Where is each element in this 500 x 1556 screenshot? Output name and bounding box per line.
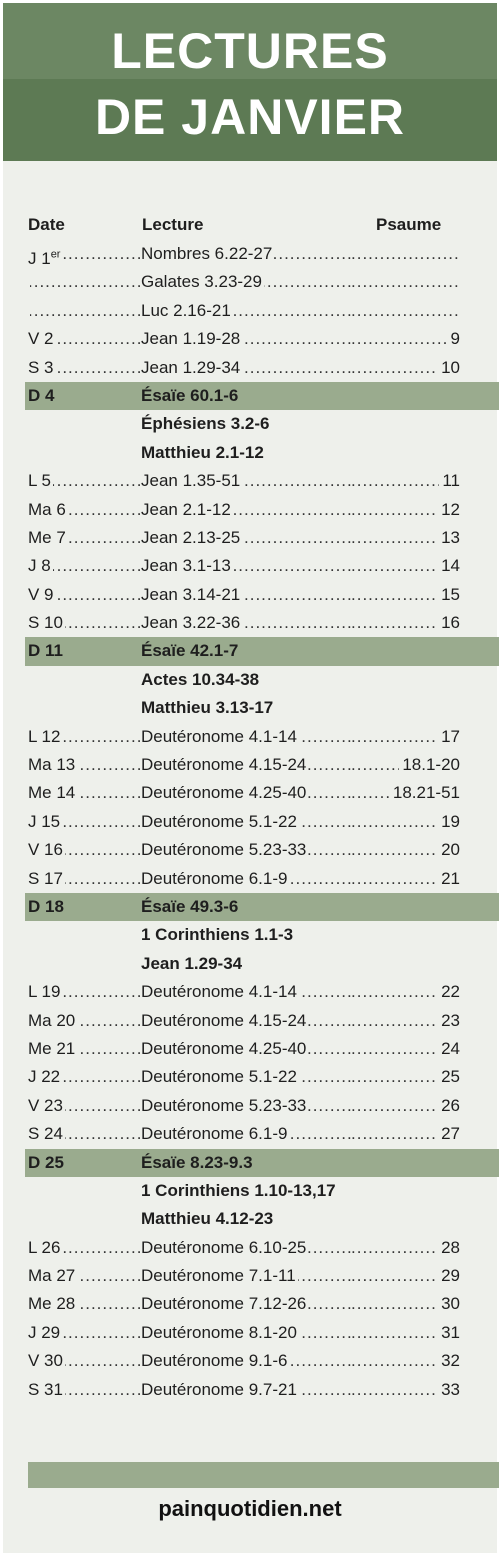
row-date [28,950,143,978]
row-psalm [351,609,460,637]
row-date [28,1347,143,1375]
row-psalm-text: 18.1-20 [399,751,460,779]
psalm-leader [351,808,460,836]
row-psalm [351,1319,460,1347]
reading-row [25,836,499,864]
row-date-text: Ma 27 [28,1266,76,1286]
row-reading [141,666,351,694]
row-reading [141,893,351,921]
reading-row [25,1007,499,1035]
row-date-text: V 2 [28,329,54,349]
row-reading-text: Deutéronome 5.23-33 [141,1095,307,1115]
row-date-text: S 24 [28,1124,63,1144]
row-date-text: S 10 [28,613,63,633]
row-date [28,410,143,438]
row-date [28,978,143,1006]
row-reading-text: Jean 3.14-21 [141,584,241,604]
row-date [28,1205,143,1233]
row-date [28,325,143,353]
row-reading-text: Jean 1.35-51 [141,471,241,491]
sunday-row [25,1149,499,1177]
row-psalm-text: 32 [438,1347,460,1375]
psalm-leader [351,297,460,325]
row-date-text [28,301,30,320]
reading-row [25,1262,499,1290]
row-psalm [351,1120,460,1148]
row-reading [141,1347,351,1375]
row-date-text: D 25 [28,1152,64,1172]
row-psalm [351,978,460,1006]
row-reading [141,1234,351,1262]
row-psalm-text: 10 [438,354,460,382]
row-reading [141,609,351,637]
reading-row [25,921,499,949]
psalm-leader [351,1063,460,1091]
row-date-text [28,1209,30,1228]
row-date [28,439,143,467]
row-reading-text: Galates 3.23-29 [141,272,262,292]
row-date [28,1234,143,1262]
sunday-row [25,637,499,665]
row-date [28,1262,143,1290]
row-psalm [351,1035,460,1063]
row-date [28,354,143,382]
row-date [28,297,143,325]
row-reading [141,1035,351,1063]
row-reading [141,1092,351,1120]
row-date-text: V 16 [28,840,63,860]
psalm-leader [351,354,460,382]
row-psalm [351,581,460,609]
reading-row [25,609,499,637]
reading-row [25,666,499,694]
row-date [28,1290,143,1318]
title-line-2: DE JANVIER [94,89,406,145]
row-reading [141,1290,351,1318]
row-reading [141,723,351,751]
row-date-text: Ma 20 [28,1010,76,1030]
row-psalm-text: 27 [438,1120,460,1148]
row-reading [141,1063,351,1091]
row-date [28,552,143,580]
row-reading-text: Jean 3.22-36 [141,613,241,633]
row-date [28,1149,143,1177]
row-psalm-text: 17 [438,723,460,751]
row-psalm-text: 29 [438,1262,460,1290]
row-date-text [28,954,30,973]
row-reading [141,439,351,467]
row-reading-text: Deutéronome 7.12-26 [141,1294,307,1314]
row-date-text: L 19 [28,982,61,1002]
row-date [28,808,143,836]
row-psalm-text: 31 [438,1319,460,1347]
row-date-text: J 29 [28,1322,61,1342]
row-psalm [351,1234,460,1262]
row-reading [141,751,351,779]
psalm-leader [351,1262,460,1290]
reading-plan-bookmark [3,3,497,1553]
row-date-text: V 30 [28,1351,63,1371]
row-psalm [351,268,460,296]
row-date-text [28,414,30,433]
row-reading-text: Deutéronome 4.1-14 [141,982,297,1002]
psalm-leader [351,496,460,524]
row-date-text [28,670,30,689]
row-date-text [28,698,30,717]
row-date [28,524,143,552]
row-date-text: L 26 [28,1237,61,1257]
row-date [28,893,143,921]
row-reading [141,808,351,836]
row-reading [141,1262,351,1290]
row-reading-text: Deutéronome 9.1-6 [141,1351,288,1371]
row-reading-text: Deutéronome 8.1-20 [141,1322,297,1342]
row-psalm-text: 20 [438,836,460,864]
row-reading-text: Deutéronome 5.1-22 [141,1067,297,1087]
row-reading-text: 1 Corinthiens 1.10-13,17 [141,1180,336,1200]
psalm-leader [351,836,460,864]
row-psalm [351,325,460,353]
reading-row [25,978,499,1006]
row-reading [141,637,351,665]
row-date-text: S 31 [28,1379,63,1399]
reading-row [25,496,499,524]
sunday-row [25,382,499,410]
psalm-leader [351,552,460,580]
row-date-text [28,1181,30,1200]
row-psalm [351,1376,460,1404]
row-reading [141,297,351,325]
row-date-text [28,272,30,291]
psalm-leader [351,1035,460,1063]
row-reading [141,524,351,552]
reading-row [25,268,499,296]
row-psalm-text: 9 [448,325,460,353]
row-date-text: S 17 [28,868,63,888]
row-psalm-text: 18.21-51 [390,779,460,807]
row-psalm-text: 26 [438,1092,460,1120]
reading-row [25,581,499,609]
reading-row [25,1092,499,1120]
row-date [28,609,143,637]
psalm-leader [351,240,460,268]
row-psalm [351,240,460,268]
row-reading-text: Deutéronome 4.15-24 [141,755,307,775]
row-date-text: Me 14 [28,783,76,803]
reading-row [25,1290,499,1318]
row-date [28,1035,143,1063]
psalm-leader [351,1319,460,1347]
row-reading-text: Jean 3.1-13 [141,556,231,576]
header-banner [3,3,497,161]
row-reading [141,581,351,609]
row-reading [141,1376,351,1404]
row-date-text: Me 28 [28,1294,76,1314]
row-psalm [351,779,460,807]
reading-row [25,467,499,495]
reading-row [25,1205,499,1233]
row-reading-text: Nombres 6.22-27 [141,244,273,263]
row-reading-text: Jean 1.29-34 [141,953,243,973]
row-date [28,268,143,296]
row-date-text: V 23 [28,1095,63,1115]
reading-row [25,297,499,325]
website-link[interactable]: painquotidien.net [158,1496,342,1521]
row-psalm [351,552,460,580]
row-date [28,723,143,751]
psalm-leader [351,978,460,1006]
column-header-reading: Lecture [142,215,204,234]
row-reading-text: Ésaïe 8.23-9.3 [141,1152,253,1172]
row-reading [141,382,351,410]
row-psalm-text: 11 [439,467,460,495]
row-psalm-text: 13 [438,524,460,552]
reading-row [25,439,499,467]
row-date-text: L 5 [28,471,52,491]
row-psalm-text: 24 [438,1035,460,1063]
psalm-leader [351,751,460,779]
row-date [28,1319,143,1347]
row-psalm [351,751,460,779]
row-reading [141,496,351,524]
reading-row [25,865,499,893]
psalm-leader [351,1007,460,1035]
row-date-text [28,925,30,944]
row-date-text: Ma 13 [28,755,76,775]
row-psalm [351,808,460,836]
row-psalm [351,524,460,552]
row-reading [141,779,351,807]
row-reading [141,950,351,978]
reading-row [25,1035,499,1063]
psalm-leader [351,865,460,893]
row-date [28,836,143,864]
row-psalm [351,1347,460,1375]
row-psalm-text: 15 [438,581,460,609]
row-psalm-text: 28 [438,1234,460,1262]
column-header-date: Date [28,215,65,234]
reading-row [25,1376,499,1404]
psalm-leader [351,581,460,609]
row-psalm [351,836,460,864]
row-date [28,1092,143,1120]
reading-row [25,240,499,268]
title-line-1: LECTURES [111,23,389,79]
row-reading [141,354,351,382]
reading-row [25,325,499,353]
row-reading-text: Deutéronome 4.25-40 [141,783,307,803]
reading-row [25,950,499,978]
row-psalm-text: 23 [438,1007,460,1035]
row-date-text: V 9 [28,584,54,604]
row-reading-text: Matthieu 3.13-17 [141,698,274,718]
row-psalm-text: 30 [438,1290,460,1318]
row-reading [141,240,351,268]
reading-row [25,1347,499,1375]
psalm-leader [351,1347,460,1375]
row-date-text: Ma 6 [28,499,66,519]
psalm-leader [351,1290,460,1318]
row-date-text: S 3 [28,357,54,377]
row-date-text: J 1er [28,248,61,268]
row-date [28,581,143,609]
row-date-text: J 15 [28,811,61,831]
row-psalm-text: 33 [438,1376,460,1404]
row-reading-text: Ésaïe 60.1-6 [141,385,239,405]
reading-row [25,410,499,438]
row-reading-text: Ésaïe 49.3-6 [141,896,239,916]
row-psalm-text: 21 [438,865,460,893]
reading-row [25,751,499,779]
row-date [28,240,143,268]
row-reading [141,836,351,864]
row-reading-text: Actes 10.34-38 [141,669,260,689]
reading-row [25,808,499,836]
psalm-leader [351,325,460,353]
psalm-leader [351,723,460,751]
reading-row [25,552,499,580]
row-date-text: J 22 [28,1067,61,1087]
row-date [28,1120,143,1148]
row-reading-text: Deutéronome 4.1-14 [141,726,297,746]
row-psalm-text: 14 [438,552,460,580]
row-reading [141,694,351,722]
row-date [28,496,143,524]
row-reading-text: Matthieu 4.12-23 [141,1209,274,1229]
row-psalm [351,297,460,325]
row-reading [141,325,351,353]
row-reading [141,978,351,1006]
reading-row [25,1063,499,1091]
row-date-text: D 4 [28,385,55,405]
row-date [28,1376,143,1404]
row-date [28,779,143,807]
row-reading [141,865,351,893]
row-date-text: D 18 [28,896,64,916]
row-reading-text: Luc 2.16-21 [141,300,231,320]
row-date [28,865,143,893]
row-reading-text: Deutéronome 4.15-24 [141,1010,307,1030]
psalm-leader [351,1376,460,1404]
row-psalm [351,1290,460,1318]
row-psalm [351,496,460,524]
psalm-leader [351,609,460,637]
row-psalm-text: 16 [438,609,460,637]
row-date-text: L 12 [28,726,61,746]
row-psalm-text: 25 [438,1063,460,1091]
row-reading-text: Deutéronome 6.1-9 [141,868,288,888]
row-reading [141,467,351,495]
psalm-leader [351,467,460,495]
row-reading-text: Jean 1.29-34 [141,357,241,377]
psalm-leader [351,779,460,807]
reading-row [25,354,499,382]
row-date-text: D 11 [28,641,63,661]
row-date [28,1177,143,1205]
row-reading-text: Jean 1.19-28 [141,329,241,349]
row-reading [141,552,351,580]
reading-row [25,524,499,552]
reading-row [25,1319,499,1347]
row-date [28,1007,143,1035]
reading-row [25,723,499,751]
row-reading-text: Deutéronome 7.1-11 [141,1266,296,1286]
psalm-leader [351,1092,460,1120]
row-psalm [351,354,460,382]
row-date [28,751,143,779]
psalm-leader [351,524,460,552]
row-reading-text: Jean 2.13-25 [141,527,241,547]
row-date [28,1063,143,1091]
row-date [28,467,143,495]
sunday-row [25,893,499,921]
psalm-leader [351,268,460,296]
row-psalm [351,1063,460,1091]
row-reading-text: Deutéronome 6.10-25 [141,1237,307,1257]
row-reading [141,1319,351,1347]
row-psalm [351,467,460,495]
row-reading [141,1205,351,1233]
row-reading [141,1177,351,1205]
row-date-text: J 8 [28,556,51,576]
row-date-text [28,443,30,462]
row-reading [141,1007,351,1035]
column-header-psalm: Psaume [376,215,442,234]
row-reading-text: Ésaïe 42.1-7 [141,641,239,661]
row-date-text: Me 7 [28,527,66,547]
row-date [28,694,143,722]
row-date [28,921,143,949]
psalm-leader [351,1120,460,1148]
row-reading-text: Éphésiens 3.2-6 [141,414,270,434]
row-psalm [351,865,460,893]
row-psalm [351,1262,460,1290]
row-reading-text: Matthieu 2.1-12 [141,442,264,462]
row-reading-text: Jean 2.1-12 [141,499,231,519]
row-psalm-text: 12 [438,496,460,524]
reading-row [25,1234,499,1262]
row-reading [141,1120,351,1148]
row-date [28,382,143,410]
row-psalm-text: 19 [438,808,460,836]
row-date [28,666,143,694]
row-date [28,637,143,665]
psalm-leader [351,1234,460,1262]
row-psalm [351,1007,460,1035]
reading-row [25,779,499,807]
reading-row [25,1120,499,1148]
row-reading-text: Deutéronome 4.25-40 [141,1038,307,1058]
readings-table [25,240,499,1404]
row-reading-text: 1 Corinthiens 1.1-3 [141,925,294,945]
row-reading-text: Deutéronome 5.23-33 [141,840,307,860]
row-reading [141,1149,351,1177]
row-reading [141,410,351,438]
footer-bar [28,1462,499,1488]
row-reading-text: Deutéronome 9.7-21 [141,1379,297,1399]
row-psalm-text: 22 [438,978,460,1006]
row-psalm [351,723,460,751]
row-reading-text: Deutéronome 6.1-9 [141,1124,288,1144]
row-psalm [351,1092,460,1120]
row-date-text: Me 21 [28,1038,76,1058]
reading-row [25,694,499,722]
row-reading [141,921,351,949]
row-reading-text: Deutéronome 5.1-22 [141,811,297,831]
row-reading [141,268,351,296]
reading-row [25,1177,499,1205]
